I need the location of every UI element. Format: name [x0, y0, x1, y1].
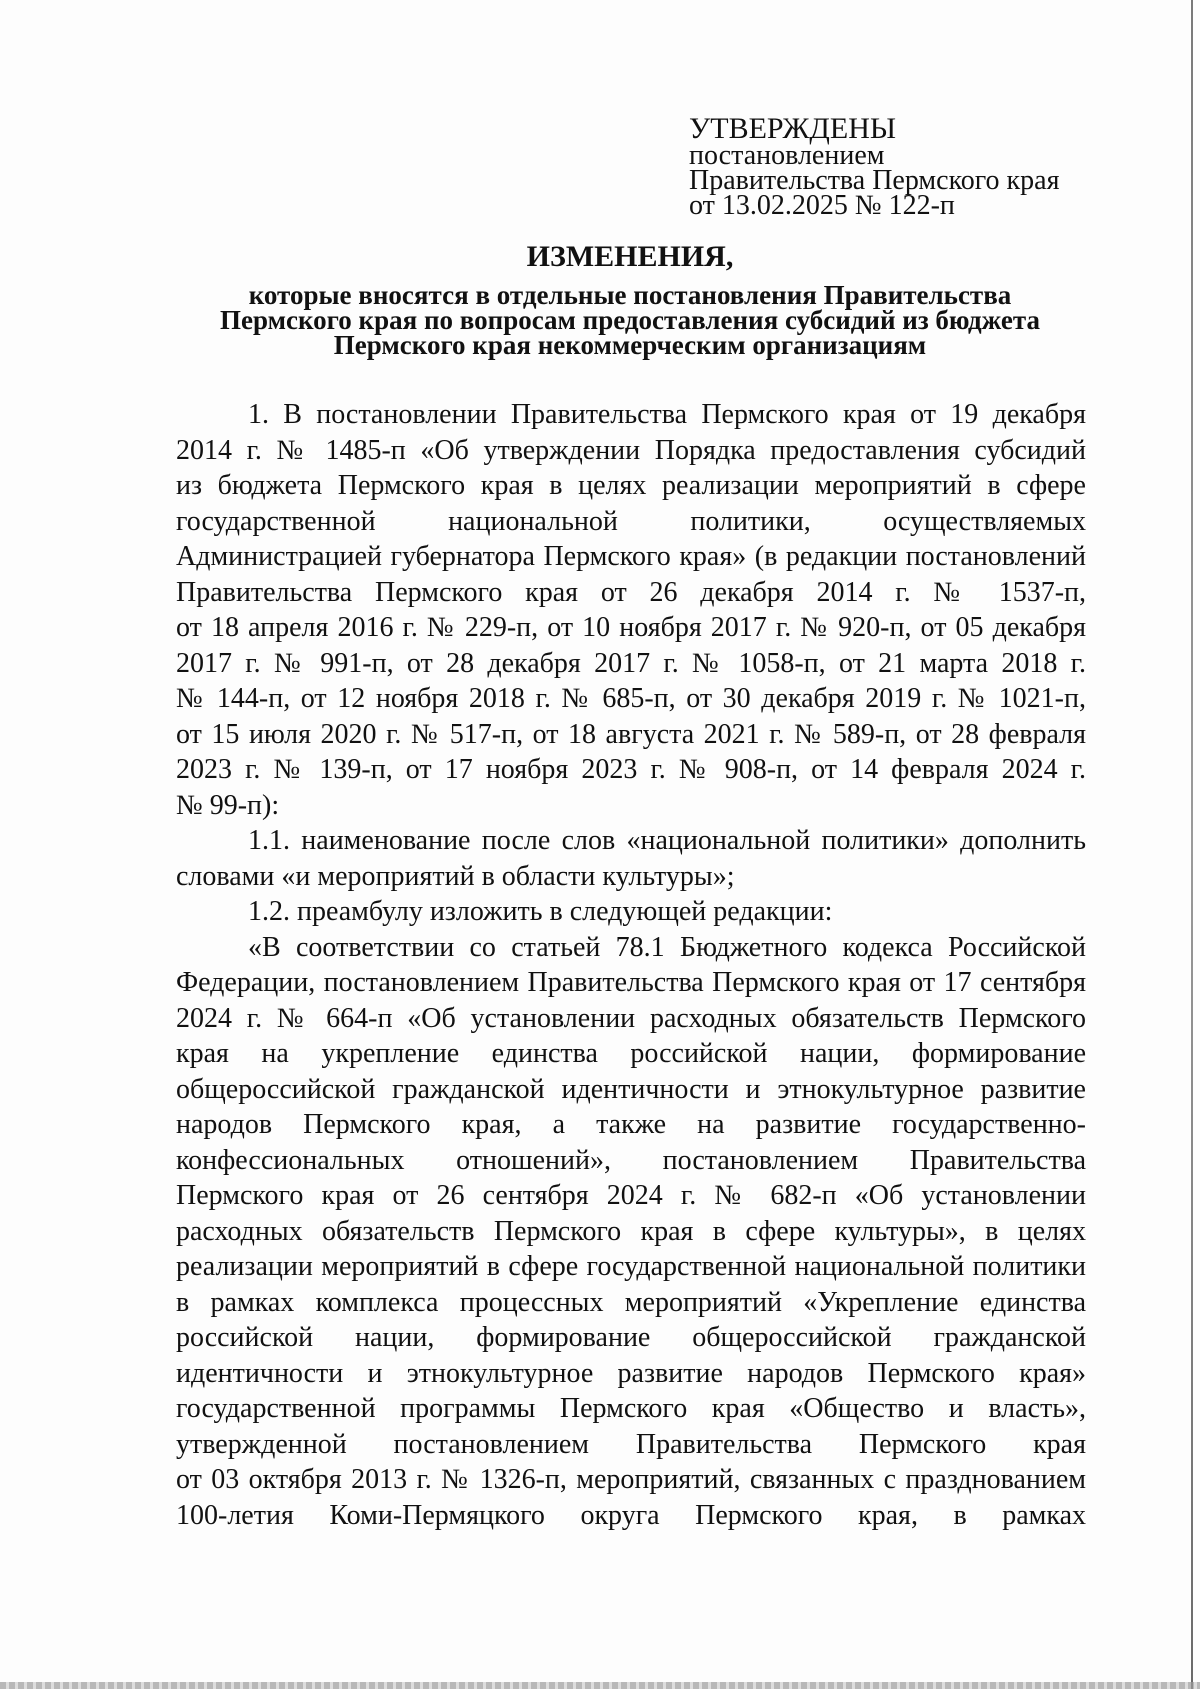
body-line: в рамках комплекса процессных мероприятий «Укрепление единства: [176, 1286, 1086, 1318]
body-line: 1.1. наименование после слов «национальной политики» дополнить: [248, 825, 1086, 856]
body-line: «В соответствии со статьей 78.1 Бюджетного кодекса Российской: [248, 931, 1086, 963]
approval-line: Правительства Пермского края: [689, 165, 1060, 196]
document-body: [176, 397, 1086, 1533]
body-line: из бюджета Пермского края в целях реализации мероприятий в сфере: [176, 470, 1086, 501]
approval-block: [689, 112, 1060, 221]
subtitle-line: которые вносятся в отдельные постановления Правительства: [248, 280, 1012, 310]
body-line: 2014 г. № 1485-п «Об утверждении Порядка предоставления субсидий: [176, 434, 1086, 466]
approval-line: от 13.02.2025 № 122-п: [689, 190, 955, 221]
body-line: от 15 июля 2020 г. № 517-п, от 18 августа 2021 г. № 589-п, от 28 февраля: [176, 718, 1086, 750]
body-line: 2024 г. № 664-п «Об установлении расходных обязательств Пермского: [176, 1002, 1086, 1034]
approval-title: УТВЕРЖДЕНЫ: [689, 112, 897, 145]
body-line: утвержденной постановлением Правительства Пермского края: [176, 1428, 1086, 1460]
body-line: расходных обязательств Пермского края в сфере культуры», в целях: [176, 1215, 1086, 1247]
scan-edge-right: [1191, 0, 1193, 1689]
document-subtitle: [130, 280, 1130, 360]
body-line: 100-летия Коми-Пермяцкого округа Пермского края, в рамках: [176, 1499, 1086, 1531]
body-line: от 03 октября 2013 г. № 1326-п, мероприятий, связанных с празднованием: [176, 1464, 1086, 1495]
body-line: 1. В постановлении Правительства Пермского края от 19 декабря: [248, 399, 1086, 430]
body-line: словами «и мероприятий в области культуры»;: [176, 860, 735, 892]
body-line: государственной национальной политики, осуществляемых: [176, 505, 1086, 537]
body-line: конфессиональных отношений», постановлением Правительства: [176, 1144, 1086, 1176]
body-line: идентичности и этнокультурное развитие народов Пермского края»: [176, 1357, 1086, 1389]
body-line: Федерации, постановлением Правительства Пермского края от 17 сентября: [176, 967, 1086, 998]
body-line: 1.2. преамбулу изложить в следующей редакции:: [248, 896, 833, 927]
body-line: Правительства Пермского края от 26 декабря 2014 г. № 1537-п,: [176, 576, 1086, 608]
body-line: 2023 г. № 139-п, от 17 ноября 2023 г. № 908-п, от 14 февраля 2024 г.: [176, 754, 1086, 785]
approval-line: постановлением: [689, 140, 885, 171]
body-line: общероссийской гражданской идентичности и этнокультурное развитие: [176, 1073, 1086, 1105]
body-line: от 18 апреля 2016 г. № 229-п, от 10 ноября 2017 г. № 920-п, от 05 декабря: [176, 612, 1086, 643]
subtitle-line: Пермского края по вопросам предоставления субсидий из бюджета: [220, 305, 1040, 335]
subtitle-line: Пермского края некоммерческим организациям: [333, 330, 927, 360]
body-line: реализации мероприятий в сфере государственной национальной политики: [176, 1251, 1086, 1282]
scan-edge-bottom: [0, 1682, 1200, 1689]
body-line: 2017 г. № 991-п, от 28 декабря 2017 г. № 1058-п, от 21 марта 2018 г.: [176, 647, 1086, 679]
body-line: российской нации, формирование общероссийской гражданской: [176, 1322, 1086, 1353]
body-line: народов Пермского края, а также на развитие государственно-: [176, 1109, 1086, 1140]
body-line: Администрацией губернатора Пермского края» (в редакции постановлений: [176, 541, 1086, 572]
body-line: № 99-п):: [176, 789, 280, 821]
body-line: края на укрепление единства российской нации, формирование: [176, 1038, 1086, 1069]
body-line: № 144-п, от 12 ноября 2018 г. № 685-п, от 30 декабря 2019 г. № 1021-п,: [176, 683, 1086, 714]
body-line: государственной программы Пермского края «Общество и власть»,: [176, 1393, 1086, 1424]
body-line: Пермского края от 26 сентября 2024 г. № 682-п «Об установлении: [176, 1180, 1086, 1211]
document-title: ИЗМЕНЕНИЯ,: [526, 240, 734, 273]
